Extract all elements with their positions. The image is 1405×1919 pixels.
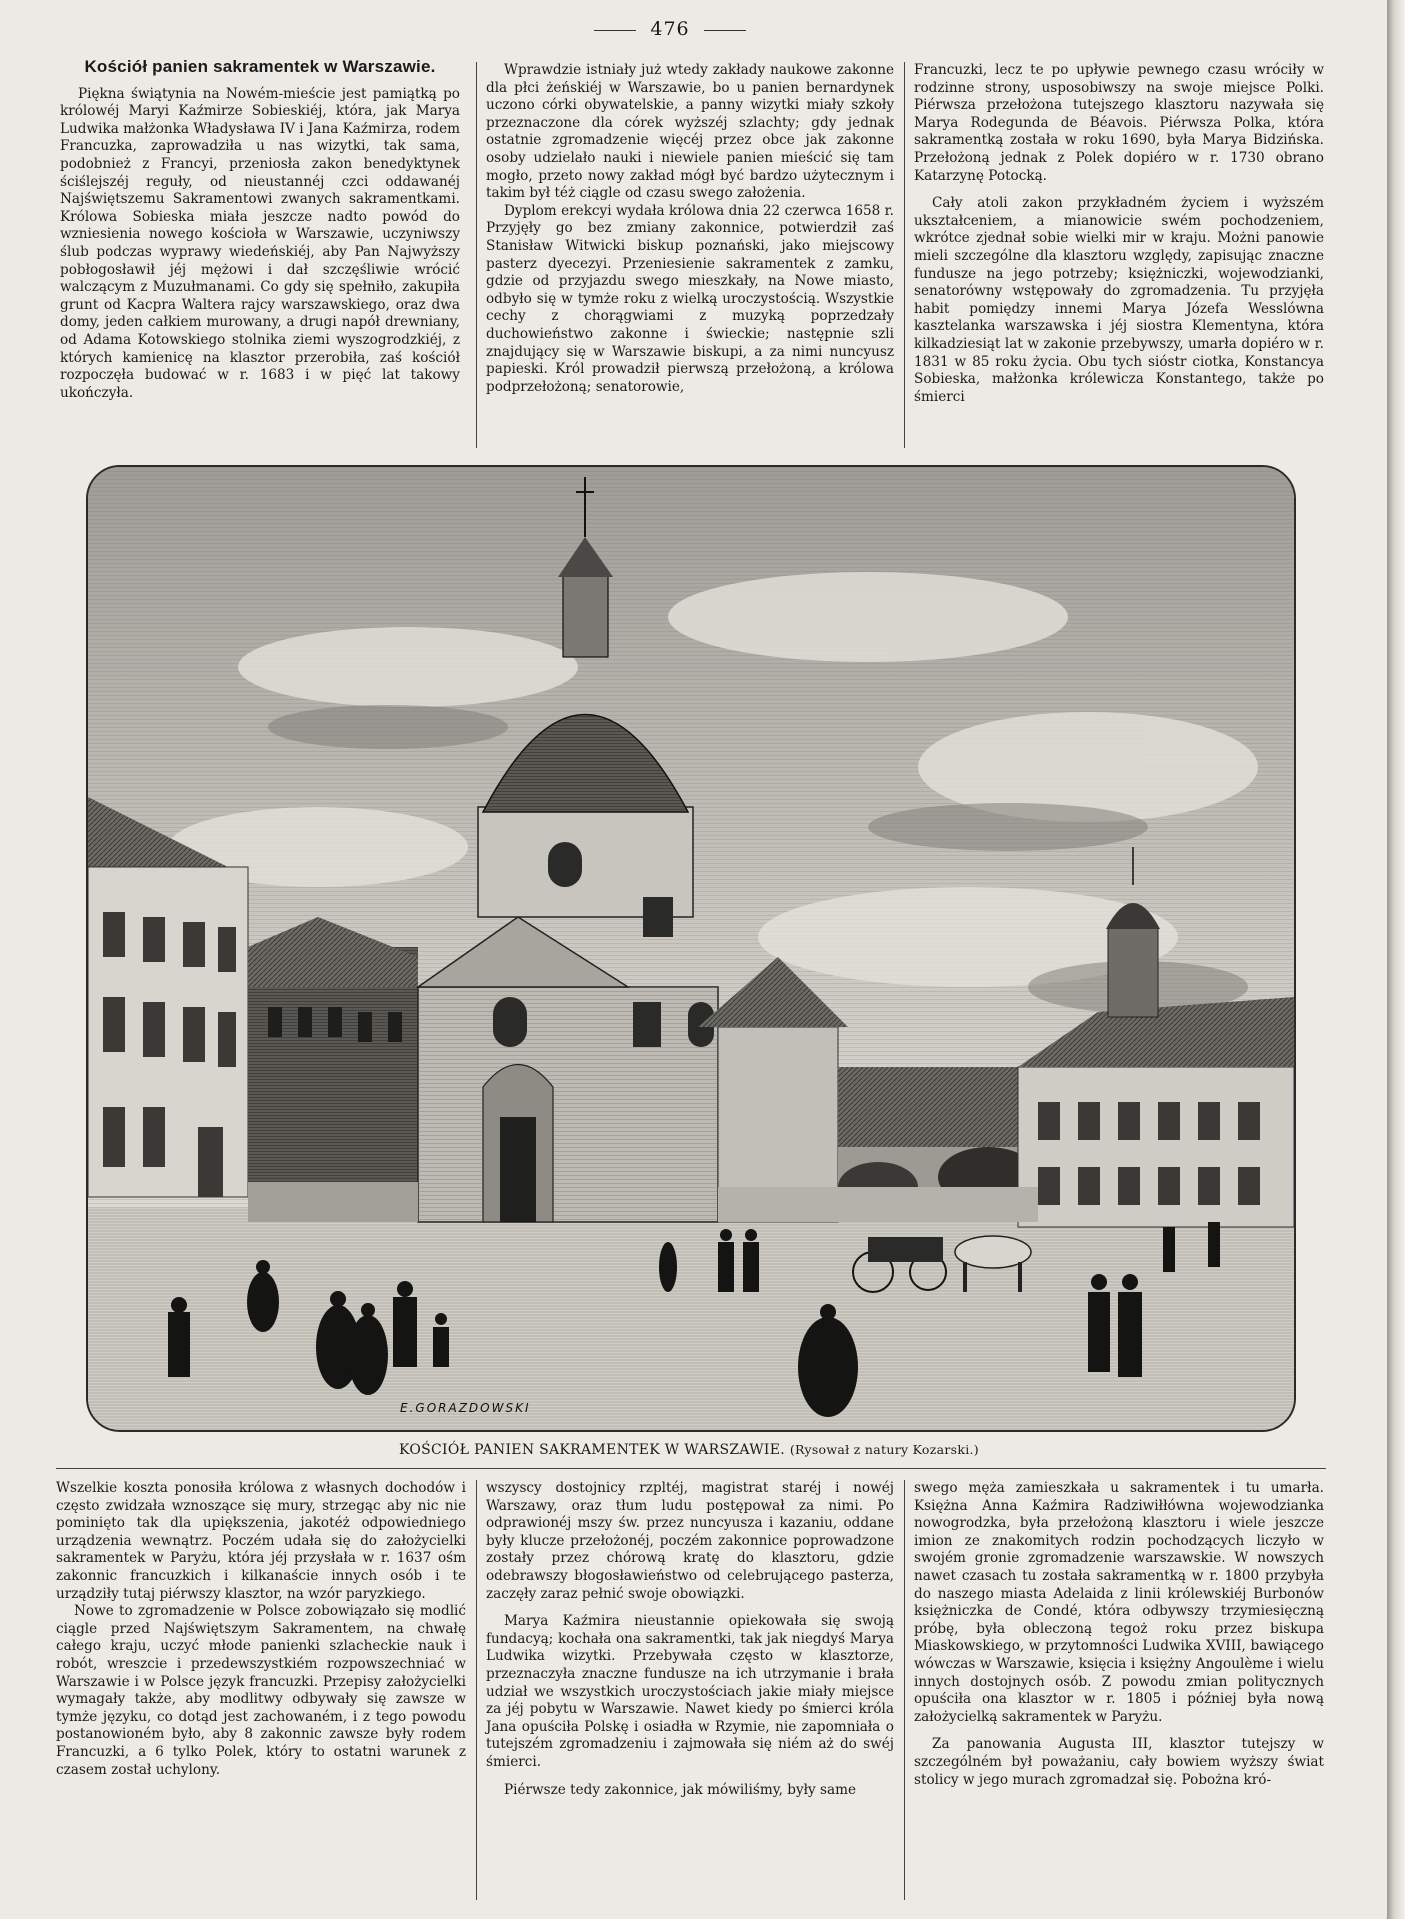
paragraph: Dyplom erekcyi wydała królowa dnia 22 czerwca 1658 r. Przyjęły go bez zmiany zakonnice, potwierdził zaś Stanisław Witwicki biskup poznański, jako miejscowy pasterz dyecezyi. Przeniesienie sakramentek z zamku, gdzie od przyjazdu swego mieszkały, na Nowe miasto, odbyło się w tymże roku z wielką uroczystością. Wszystkie cechy z chorągwiami z muzyką poprzedzały duchowieństwo zakonne i świeckie; następnie szli znajdujący się w Warszawie biskupi, a za nimi nuncyusz papieski. Król prowadził pierwszą przełożoną, a królowa podprzełożoną; senatorowie, bbox=[486, 202, 894, 395]
article-title: Kościół panien sakramentek w Warszawie. bbox=[84, 57, 436, 76]
paragraph: Nowe to zgromadzenie w Polsce zobowiązało się modlić ciągle przed Najświętszym Sakramentem, na chwałę całego kraju, uczyć młode panienki szlacheckie nauk i robót, wreszcie i przedewszystkiém rozpowszechniać w Warszawie i w Polsce język francuzki. Przepisy założycielki wymagały także, aby modlitwy odbywały się zawsze w tymże języku, co dotąd jest zachowaném, i z tego powodu postanowioném było, aby 8 zakonnic zawsze były rodem Francuzki, a 6 tylko Polek, który to ostatni warunek z czasem został uchylony. bbox=[56, 1603, 466, 1778]
bottom-column-3 bbox=[914, 1480, 1324, 1789]
page-number: 476 bbox=[560, 18, 780, 40]
paragraph: Piérwsze tedy zakonnice, jak mówiliśmy, były same bbox=[504, 1781, 857, 1798]
caption-title: KOŚCIÓŁ PANIEN SAKRAMENTEK W WARSZAWIE. bbox=[398, 1442, 786, 1458]
column-divider bbox=[476, 62, 477, 448]
engraver-signature: E.GORAZDOWSKI bbox=[400, 1401, 531, 1415]
caption-credit: (Rysował z natury Kozarski.) bbox=[789, 1442, 979, 1457]
church-engraving bbox=[86, 465, 1296, 1432]
engraving-image bbox=[88, 467, 1294, 1430]
paragraph: Marya Kaźmira nieustannie opiekowała się swoją fundacyą; kochała ona sakramentki, tak jak niegdyś Marya Ludwika wizytki. Przebywała często w klasztorze, przeznaczyła znaczne fundusze na ich utrzymanie i brała udział we wszystkich uroczystościach jakie miały miejsce za jéj pobytu w Warszawie. Nawet kiedy po śmierci króla Jana opuściła Polskę i osiadła w Rzymie, nie zapomniała o tutejszém zgromadzeniu i zajmowała się niém aż do swéj śmierci. bbox=[486, 1613, 894, 1770]
page-edge bbox=[1387, 0, 1405, 1919]
top-column-2 bbox=[486, 62, 894, 396]
paragraph: wszyscy dostojnicy rzpltéj, magistrat staréj i nowéj Warszawy, oraz tłum ludu postępował za nimi. Po odprawionéj mszy św. przez nuncyusza i kazaniu, oddane były klucze przełożonéj, poczém zakonnice poprowadzone zostały przez chórową kratę do klasztoru, gdzie odebrawszy błogosławieństwo od celebrującego pasterza, zaczęły zaraz pełnić swoje obowiązki. bbox=[486, 1480, 894, 1602]
top-column-3 bbox=[914, 62, 1324, 406]
illustration-caption bbox=[86, 1442, 1292, 1458]
paragraph: Cały atoli zakon przykładném życiem i wyższém ukształceniem, a mianowicie swém pochodzeniem, wkrótce zjednał sobie wielki mir w kraju. Możni panowie mieli szczególne dla klasztoru względy, zapisując znaczne fundusze na jego potrzeby; księżniczki, wojewodzianki, senatorówny wstępowały do zgromadzenia. Tu przyjęła habit pomiędzy innemi Marya Józefa Wesslówna kasztelanka warszawska i jéj siostra Klementyna, która kilkadziesiąt lat w zakonie przebywszy, umarła dopiéro w r. 1831 w 85 roku życia. Obu tych sióstr ciotka, Konstancya Sobieska, małżonka królewicza Konstantego, także po śmierci bbox=[914, 195, 1324, 405]
top-column-1 bbox=[60, 58, 460, 402]
paragraph: Piękna świątynia na Nowém-mieście jest pamiątką po królowéj Maryi Kaźmirze Sobieskiéj, która, jak Marya Ludwika małżonka Władysława IV i Jana Kaźmirza, rodem Francuzka, zaprowadziła u nas wizytki, tak sama, podobnież z Francyi, przeniosła zakon benedyktynek ściślejszéj reguły, od nieustannéj czci oddawanéj Najświętszemu Sakramentowi zwanych sakramentkami. Królowa Sobieska miała jeszcze nadto powód do wzniesienia nowego kościoła w Warszawie, uczyniwszy ślub podczas wyprawy wiedeńskiéj, aby Pan Najwyższy pobłogosławił jéj mężowi i dał szczęśliwie wrócić walczącym z Muzułmanami. Co gdy się spełniło, zakupiła grunt od Kacpra Waltera rajcy warszawskiego, oraz dwa domy, jeden całkiem murowany, a drugi napół drewniany, od Adama Kotowskiego stolnika ziemi wyszogrodzkiéj, z których kamienicę na klasztor przerobiła, zaś kościół rozpoczęła budować w r. 1683 i w pięć lat takowy ukończyła. bbox=[60, 85, 461, 401]
bottom-column-2 bbox=[486, 1480, 894, 1799]
bottom-column-1 bbox=[56, 1480, 466, 1779]
paragraph: swego męża zamieszkała u sakramentek i tu umarła. Księżna Anna Kaźmira Radziwiłłówna wojewodzianka nowogrodzka, była przełożoną klasztoru i wiele jeszcze imion ze znakomitych rodzin pochodzących liczyło w swojém gronie zgromadzenie warszawskie. W nowszych nawet czasach tu została sakramentką w r. 1800 przybyła do naszego miasta Adelaida z linii królewskiéj Burbonów księżniczka de Condé, która odbywszy trzymiesięczną próbę, była obleczoną tegoż roku przez biskupa Miaskowskiego, w przytomności Ludwika XVIII, bawiącego wówczas w Warszawie, księcia i księżny Angoulème i wielu innych dostojnych osób. Z powodu zmian politycznych opuściła ona klasztor w r. 1805 i później była nową założycielką sakramentek w Paryżu. bbox=[914, 1480, 1324, 1725]
paragraph: Francuzki, lecz te po upływie pewnego czasu wróciły w rodzinne strony, usposobiwszy na swoje miejsce Polki. Piérwsza przełożona tutejszego klasztoru nazywała się Marya Rodegunda de Béavois. Piérwsza Polka, która sakramentką została w roku 1690, była Marya Bidzińska. Przełożoną jednak z Polek dopiéro w r. 1730 obrano Katarzynę Potocką. bbox=[914, 62, 1324, 184]
column-divider bbox=[904, 62, 905, 448]
paragraph: Wprawdzie istniały już wtedy zakłady naukowe zakonne dla płci żeńskiéj w Warszawie, bo u panien bernardynek uczono córki obywatelskie, a panny wizytki miały szkoły przeznaczone dla córek wyższéj szlachty; gdy jednak ostatnie zgromadzenie więcéj przez obce jak zakonne osoby udzielało nauki i niewiele panien mieścić się tam mogło, przeto nowy zakład mógł być bardzo użytecznym i takim był téż ciągle od czasu swego założenia. bbox=[486, 62, 894, 202]
paragraph: Wszelkie koszta ponosiła królowa z własnych dochodów i często zwidzała wznoszące się mury, strzegąc aby nic nie pominięto tak dla upiększenia, jakotéż odpowiedniego urządzenia wewnątrz. Poczém udała się do założycielki sakramentek w Paryżu, która jéj przysłała w r. 1637 ośm zakonnic francuzkich i kilkanaście innych osób i te urządziły tutaj piérwszy klasztor, na wzór paryzkiego. bbox=[56, 1480, 466, 1602]
paragraph: Za panowania Augusta III, klasztor tutejszy w szczególném był poważaniu, cały bowiem wyższy świat stolicy w jego murach zgromadzał się. Pobożna kró- bbox=[914, 1736, 1324, 1788]
caption-rule bbox=[56, 1468, 1326, 1469]
column-divider bbox=[476, 1480, 477, 1900]
column-divider bbox=[904, 1480, 905, 1900]
